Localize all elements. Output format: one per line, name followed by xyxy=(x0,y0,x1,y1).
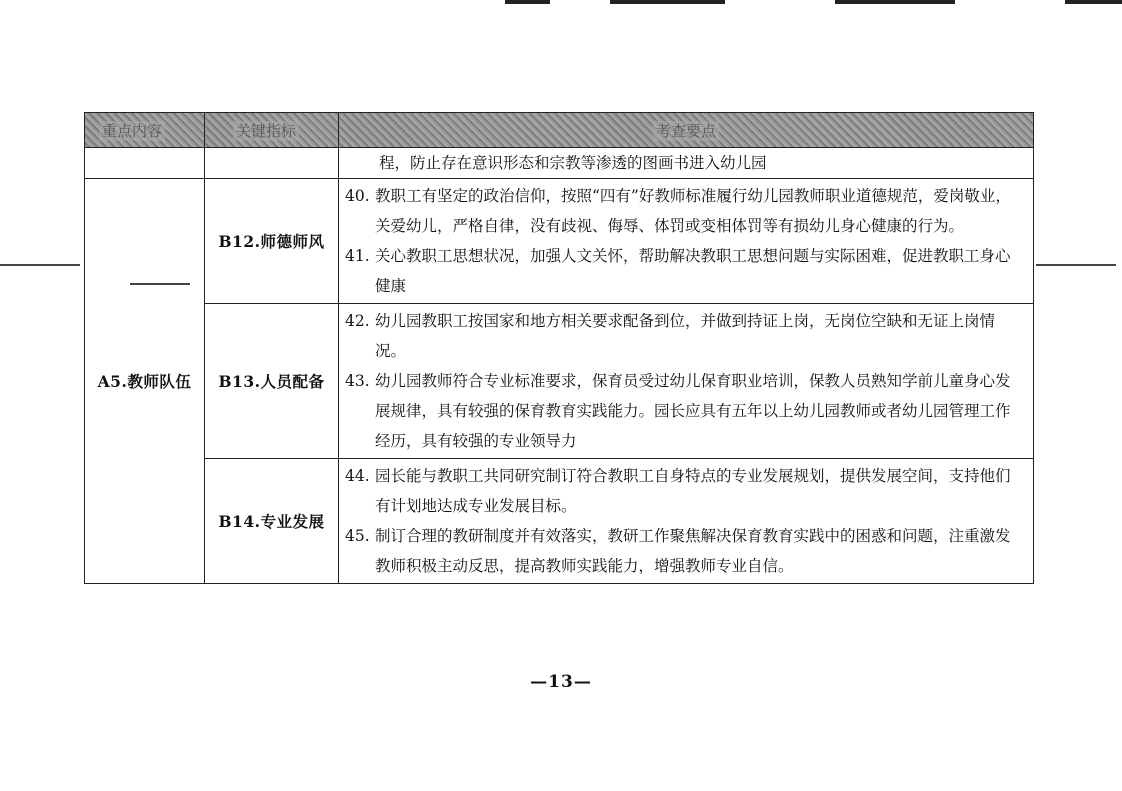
indicator-row-b14 xyxy=(85,459,1034,584)
scan-artifact xyxy=(1065,0,1122,4)
indicator-row-b12 xyxy=(85,179,1034,304)
scan-dash xyxy=(1036,264,1116,266)
header-key-content: 重点内容 xyxy=(85,113,205,148)
header-key-indicator: 关键指标 xyxy=(205,113,339,148)
scan-artifact xyxy=(505,0,550,4)
indicator-label: B14.专业发展 xyxy=(205,459,339,584)
scan-artifact xyxy=(610,0,725,4)
continuation-row xyxy=(85,148,1034,179)
indicator-points xyxy=(339,304,1034,459)
indicator-label: B13.人员配备 xyxy=(205,304,339,459)
indicator-points xyxy=(339,459,1034,584)
scan-dash xyxy=(0,264,80,266)
point-item: 45. 制订合理的教研制度并有效落实，教研工作聚焦解决保育教育实践中的困惑和问题，注重激发教师积极主动反思，提高教师实践能力，增强教师专业自信。 xyxy=(345,527,1011,575)
point-item: 43. 幼儿园教师符合专业标准要求，保育员受过幼儿保育职业培训，保教人员熟知学前儿童身心发展规律，具有较强的保育教育实践能力。园长应具有五年以上幼儿园教师或者幼儿园管理工作经历，具有较强的专业领导力 xyxy=(345,372,1011,450)
evaluation-table xyxy=(84,112,1034,584)
continuation-text: 程，防止存在意识形态和宗教等渗透的图画书进入幼儿园 xyxy=(339,148,1034,179)
point-item: 41. 关心教职工思想状况，加强人文关怀，帮助解决教职工思想问题与实际困难，促进教职工身心健康 xyxy=(345,247,1011,295)
category-label: A5.教师队伍 xyxy=(85,179,205,584)
point-item: 42. 幼儿园教职工按国家和地方相关要求配备到位，并做到持证上岗，无岗位空缺和无证上岗情况。 xyxy=(345,312,996,360)
point-item: 40. 教职工有坚定的政治信仰，按照“四有”好教师标准履行幼儿园教师职业道德规范，爱岗敬业，关爱幼儿，严格自律，没有歧视、侮辱、体罚或变相体罚等有损幼儿身心健康的行为。 xyxy=(345,187,1011,235)
indicator-row-b13 xyxy=(85,304,1034,459)
scan-artifact xyxy=(835,0,955,4)
indicator-points xyxy=(339,179,1034,304)
point-item: 44. 园长能与教职工共同研究制订符合教职工自身特点的专业发展规划，提供发展空间，支持他们有计划地达成专业发展目标。 xyxy=(345,467,1011,515)
indicator-label: B12.师德师风 xyxy=(205,179,339,304)
page-number: —13— xyxy=(530,672,592,692)
table-header-row xyxy=(85,113,1034,148)
header-check-points: 考查要点 xyxy=(339,113,1034,148)
